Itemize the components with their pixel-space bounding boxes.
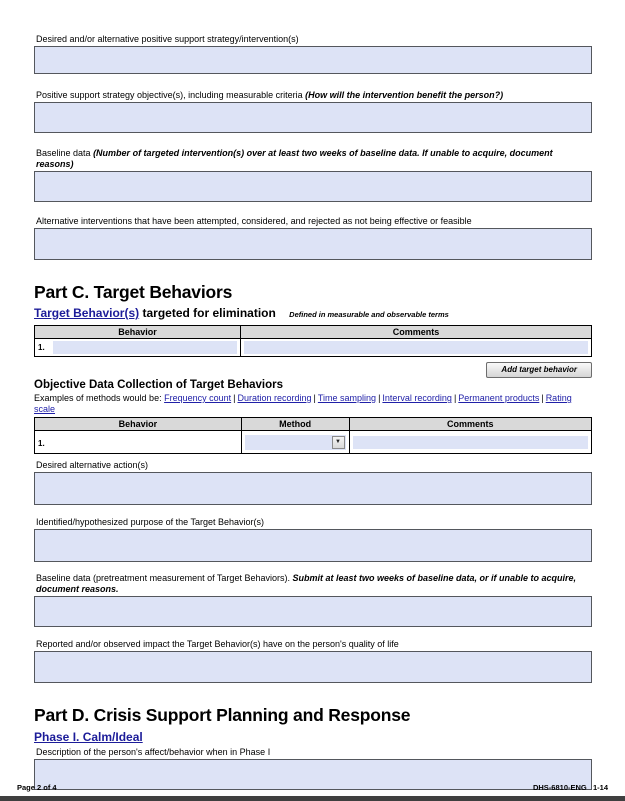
row-number: 1. <box>38 343 45 352</box>
page-number: Page 2 of 4 <box>17 783 57 792</box>
pretreatment-baseline-input[interactable] <box>34 596 592 627</box>
add-target-behavior-button[interactable]: Add target behavior <box>486 362 592 378</box>
part-d-title: Part D. Crisis Support Planning and Response <box>34 705 411 725</box>
phase1-description-input[interactable] <box>34 759 592 790</box>
row-number: 1. <box>38 439 45 448</box>
comments-input[interactable] <box>244 341 588 354</box>
comments-input[interactable] <box>353 436 588 449</box>
column-header-behavior: Behavior <box>35 418 242 431</box>
label-note: (How will the intervention benefit the person?) <box>305 90 504 100</box>
label-text: Desired alternative action(s) <box>36 460 149 470</box>
baseline-data-input[interactable] <box>34 171 592 202</box>
time-sampling-link[interactable]: Time sampling <box>317 393 377 403</box>
separator: | <box>378 393 381 403</box>
data-collection-table <box>34 417 592 454</box>
field-label-baseline <box>36 148 592 170</box>
chevron-down-icon[interactable]: ▼ <box>332 436 345 449</box>
rating-scale-link[interactable]: Rating scale <box>34 393 572 414</box>
target-behaviors-table <box>34 325 592 357</box>
target-behaviors-subhead <box>34 306 592 322</box>
label-text: Positive support strategy objective(s), including measurable criteria <box>36 90 303 100</box>
column-header-comments: Comments <box>241 326 592 339</box>
strategy-intervention-input[interactable] <box>34 46 592 74</box>
strategy-objectives-input[interactable] <box>34 102 592 133</box>
interval-recording-link[interactable]: Interval recording <box>382 393 452 403</box>
separator: | <box>541 393 544 403</box>
label-text: Reported and/or observed impact the Target Behavior(s) have on the person's quality of life <box>36 639 399 649</box>
subhead-note: Defined in measurable and observable terms <box>289 310 449 319</box>
label-text: Description of the person's affect/behavior when in Phase I <box>36 747 271 757</box>
field-label-impact <box>36 639 592 650</box>
frequency-count-link[interactable]: Frequency count <box>164 393 232 403</box>
objective-data-title: Objective Data Collection of Target Behaviors <box>34 379 284 391</box>
methods-line <box>34 393 592 415</box>
field-label-objectives <box>36 90 592 101</box>
separator: | <box>233 393 236 403</box>
duration-recording-link[interactable]: Duration recording <box>237 393 312 403</box>
phase-1-link[interactable]: Phase I. Calm/Ideal <box>34 730 143 744</box>
label-note: Submit at least two weeks of baseline data, or if unable to acquire, document reasons. <box>36 573 577 594</box>
field-label-desired-action <box>36 460 592 471</box>
label-text: Alternative interventions that have been attempted, considered, and rejected as not being effective or feasible <box>36 216 472 226</box>
methods-prefix: Examples of methods would be: <box>34 393 162 403</box>
column-header-behavior: Behavior <box>35 326 241 339</box>
permanent-products-link[interactable]: Permanent products <box>458 393 540 403</box>
alternative-interventions-input[interactable] <box>34 228 592 260</box>
column-header-comments: Comments <box>349 418 591 431</box>
page-bottom-edge <box>0 796 625 801</box>
field-label-alternative-interventions <box>36 216 592 227</box>
label-note: (Number of targeted intervention(s) over at least two weeks of baseline data. If unable to acquire, document reasons) <box>36 148 553 169</box>
desired-action-input[interactable] <box>34 472 592 505</box>
method-dropdown[interactable] <box>245 435 346 450</box>
separator: | <box>453 393 457 403</box>
separator: | <box>313 393 316 403</box>
table-row <box>35 339 592 357</box>
field-label-purpose <box>36 517 592 528</box>
label-text: Baseline data (pretreatment measurement of Target Behaviors). <box>36 573 290 583</box>
field-label-phase1-description <box>36 747 592 758</box>
label-text: Baseline data <box>36 148 91 158</box>
part-c-title: Part C. Target Behaviors <box>34 282 233 302</box>
behavior-input[interactable] <box>53 341 237 354</box>
form-number: DHS-6810-ENG 1-14 <box>532 783 608 792</box>
target-behaviors-link[interactable]: Target Behavior(s) <box>34 306 140 320</box>
field-label-strategy <box>36 34 592 45</box>
field-label-pretreatment-baseline <box>36 573 592 595</box>
label-text: Desired and/or alternative positive support strategy/intervention(s) <box>36 34 299 44</box>
column-header-method: Method <box>241 418 349 431</box>
table-row <box>35 431 592 454</box>
phase-1-subhead <box>34 730 592 744</box>
hypothesized-purpose-input[interactable] <box>34 529 592 562</box>
label-text: Identified/hypothesized purpose of the Target Behavior(s) <box>36 517 264 527</box>
subhead-text: targeted for elimination <box>139 306 276 320</box>
quality-of-life-impact-input[interactable] <box>34 651 592 683</box>
